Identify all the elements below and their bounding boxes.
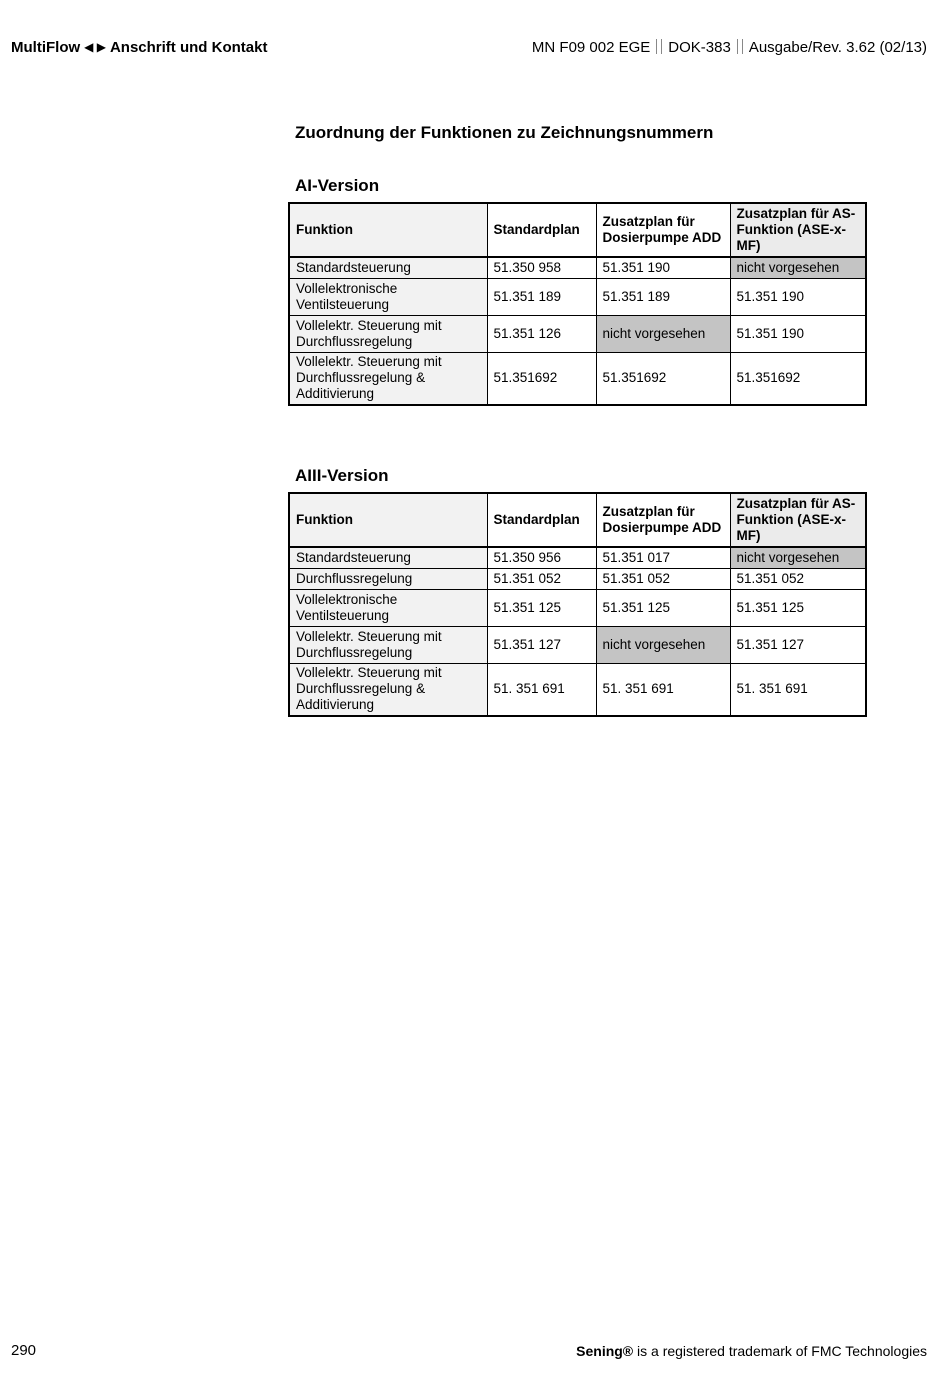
table-cell: Standardsteuerung	[289, 547, 487, 568]
aiii-version-title: AIII-Version	[295, 466, 389, 485]
table-cell: 51.351 189	[596, 278, 730, 315]
table-row	[289, 589, 866, 626]
header-doc-info	[532, 39, 927, 56]
table-cell: 51.351 190	[730, 315, 866, 352]
table-cell: 51.351 126	[487, 315, 596, 352]
table-row	[289, 352, 866, 405]
header-title	[11, 39, 267, 56]
separator-icon	[737, 39, 743, 54]
ai-version-title: AI-Version	[295, 176, 380, 195]
table-row	[289, 547, 866, 568]
table-row	[289, 626, 866, 663]
aiii-version-table	[288, 492, 867, 717]
table-cell: nicht vorgesehen	[730, 547, 866, 568]
table-cell: 51.350 956	[487, 547, 596, 568]
table-cell: Vollelektr. Steuerung mit Durchflussregelung & Additivierung	[289, 663, 487, 716]
table-cell: 51.351 189	[487, 278, 596, 315]
footer-trademark	[576, 1343, 927, 1359]
page-title: Zuordnung der Funktionen zu Zeichnungsnummern	[295, 123, 714, 142]
table-row	[289, 315, 866, 352]
doc-number: MN F09 002 EGE	[531, 39, 651, 56]
table-row	[289, 663, 866, 716]
table-row	[289, 257, 866, 278]
table-cell: 51.351 052	[730, 568, 866, 589]
header-cell: Zusatzplan für Dosierpumpe ADD	[596, 493, 730, 547]
table-cell: Vollelektr. Steuerung mit Durchflussregelung	[289, 315, 487, 352]
table-cell: nicht vorgesehen	[596, 626, 730, 663]
table-cell: Vollelektr. Steuerung mit Durchflussregelung	[289, 626, 487, 663]
table-cell: 51.351 125	[596, 589, 730, 626]
table-cell: 51.351 190	[596, 257, 730, 278]
table-cell: 51.351 127	[487, 626, 596, 663]
table-cell: Vollelektr. Steuerung mit Durchflussregelung & Additivierung	[289, 352, 487, 405]
table-cell: Standardsteuerung	[289, 257, 487, 278]
table-cell: Durchflussregelung	[289, 568, 487, 589]
page-number: 290	[11, 1342, 37, 1359]
header-cell: Funktion	[289, 493, 487, 547]
table-cell: 51.351 125	[730, 589, 866, 626]
doc-revision: Ausgabe/Rev. 3.62 (02/13)	[748, 39, 927, 56]
header-cell: Standardplan	[487, 493, 596, 547]
section-name: Anschrift und Kontakt	[109, 39, 268, 56]
brand-name: Sening®	[576, 1343, 634, 1359]
table-cell: 51.351 127	[730, 626, 866, 663]
table-cell: 51. 351 691	[730, 663, 866, 716]
table-cell: 51. 351 691	[596, 663, 730, 716]
table-cell: 51.351 052	[487, 568, 596, 589]
table-cell: 51.351 052	[596, 568, 730, 589]
header-cell: Zusatzplan für AS-Funktion (ASE-x-MF)	[730, 203, 866, 257]
header-cell: Zusatzplan für Dosierpumpe ADD	[596, 203, 730, 257]
table-cell: 51.351 125	[487, 589, 596, 626]
table-cell: 51.351 017	[596, 547, 730, 568]
header-cell: Standardplan	[487, 203, 596, 257]
table-cell: 51.351692	[596, 352, 730, 405]
doc-id: DOK-383	[668, 39, 731, 56]
trademark-text: is a registered trademark of FMC Technologies	[637, 1343, 927, 1359]
header-cell: Zusatzplan für AS-Funktion (ASE-x-MF)	[730, 493, 866, 547]
product-name: MultiFlow	[11, 39, 81, 56]
nav-arrows-icon: ◀ ▶	[84, 40, 106, 54]
table-row	[289, 278, 866, 315]
table-cell: Vollelektronische Ventilsteuerung	[289, 278, 487, 315]
header-cell: Funktion	[289, 203, 487, 257]
ai-version-table	[288, 202, 867, 406]
table-cell: 51.351692	[487, 352, 596, 405]
table-cell: 51.351692	[730, 352, 866, 405]
table-cell: 51. 351 691	[487, 663, 596, 716]
table-cell: nicht vorgesehen	[730, 257, 866, 278]
table-header-row	[289, 493, 866, 547]
table-row	[289, 568, 866, 589]
table-cell: 51.351 190	[730, 278, 866, 315]
table-cell: 51.350 958	[487, 257, 596, 278]
table-cell: Vollelektronische Ventilsteuerung	[289, 589, 487, 626]
table-cell: nicht vorgesehen	[596, 315, 730, 352]
table-header-row	[289, 203, 866, 257]
separator-icon	[656, 39, 662, 54]
